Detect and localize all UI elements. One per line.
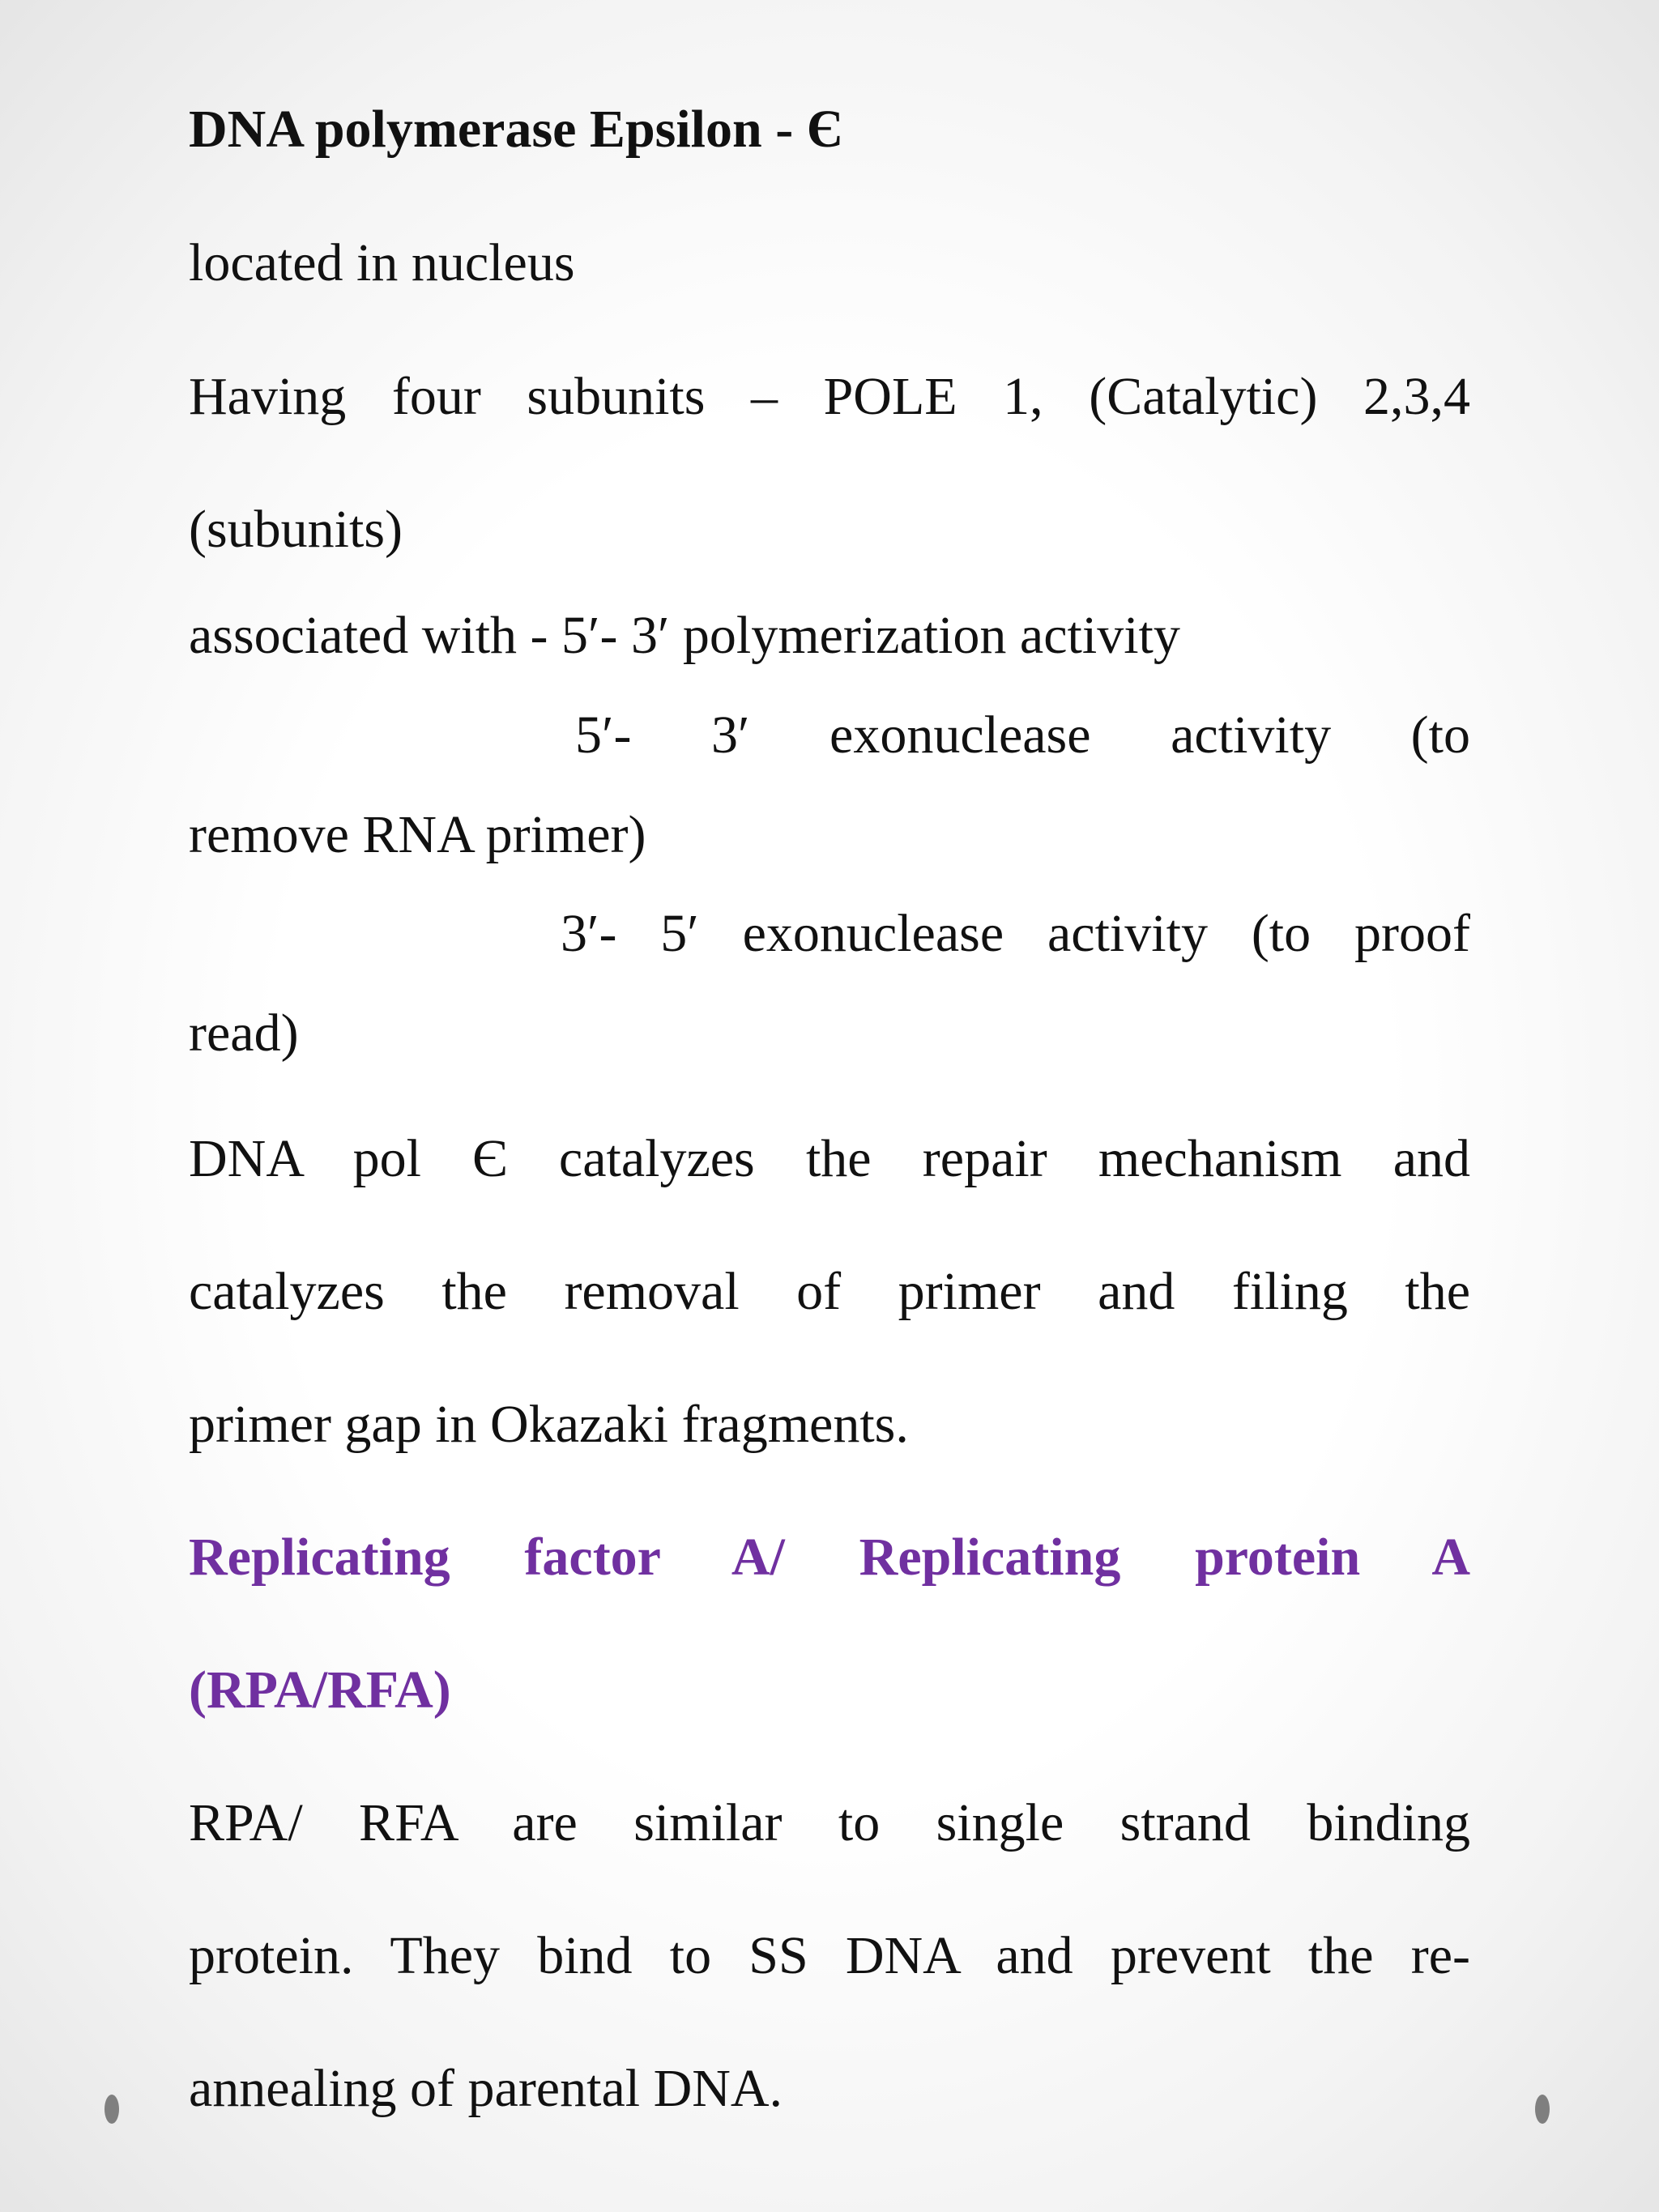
slide-title: DNA polymerase Epsilon - Є: [189, 100, 843, 159]
text-line-rpa-1: RPA/ RFA are similar to single strand binding: [189, 1793, 1470, 1852]
text-line-activity-exonuclease-3-5-cont: read): [189, 1004, 299, 1063]
section-heading-rpa-cont: (RPA/RFA): [189, 1660, 451, 1720]
decorative-dot-left: [104, 2095, 119, 2124]
text-line-rpa-3: annealing of parental DNA.: [189, 2059, 783, 2118]
text-line-repair-3: primer gap in Okazaki fragments.: [189, 1395, 909, 1454]
section-heading-rpa: Replicating factor A/ Replicating protein A: [189, 1528, 1470, 1587]
text-line-activity-exonuclease-5-3-cont: remove RNA primer): [189, 805, 646, 864]
text-line-activity-exonuclease-3-5: 3′- 5′ exonuclease activity (to proof: [561, 904, 1470, 963]
text-line-subunits-cont: (subunits): [189, 500, 403, 559]
text-line-activity-exonuclease-5-3: 5′- 3′ exonuclease activity (to: [575, 705, 1470, 765]
text-line-repair-1: DNA pol Є catalyzes the repair mechanism and: [189, 1129, 1470, 1188]
text-line-activity-polymerization: associated with - 5′- 3′ polymerization activity: [189, 606, 1180, 665]
text-line-repair-2: catalyzes the removal of primer and filing the: [189, 1262, 1470, 1321]
decorative-dot-right: [1535, 2095, 1550, 2124]
text-line-subunits: Having four subunits – POLE 1, (Catalytic) 2,3,4: [189, 367, 1470, 426]
text-line-location: located in nucleus: [189, 233, 575, 292]
text-line-rpa-2: protein. They bind to SS DNA and prevent the re-: [189, 1926, 1470, 1985]
